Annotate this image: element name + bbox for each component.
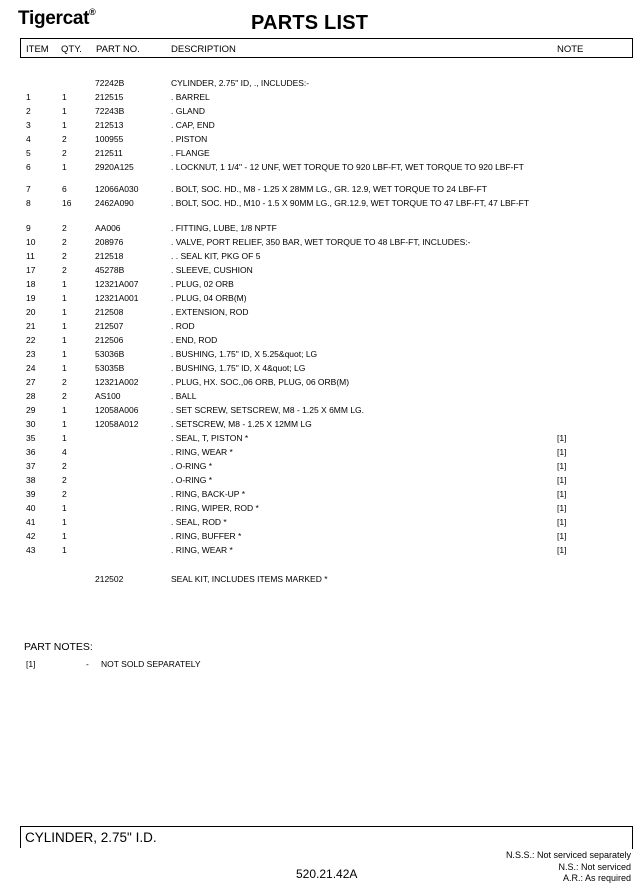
part-number-cell: 2920A125 — [95, 162, 134, 172]
item-cell: 28 — [26, 391, 36, 401]
part-number-cell: 212515 — [95, 92, 124, 102]
description-cell: . END, ROD — [171, 335, 218, 345]
qty-cell: 1 — [62, 531, 67, 541]
note-cell: [1] — [557, 531, 567, 541]
item-cell: 30 — [26, 419, 36, 429]
item-cell: 20 — [26, 307, 36, 317]
description-cell: . CAP, END — [171, 120, 215, 130]
item-cell: 41 — [26, 517, 36, 527]
item-cell: 9 — [26, 223, 31, 233]
qty-cell: 1 — [62, 545, 67, 555]
legend-nss: N.S.S.: Not serviced separately — [505, 850, 631, 860]
item-cell: 43 — [26, 545, 36, 555]
item-cell: 3 — [26, 120, 31, 130]
part-number-cell: 100955 — [95, 134, 124, 144]
service-legend — [506, 850, 631, 885]
part-notes-title: PART NOTES: — [24, 641, 93, 653]
description-cell: . O-RING * — [171, 461, 213, 471]
part-number-cell: 53036B — [95, 349, 125, 359]
description-cell: . SLEEVE, CUSHION — [171, 265, 253, 275]
note-cell: [1] — [557, 489, 567, 499]
description-cell: . BUSHING, 1.75" ID, X 4&quot; LG — [171, 363, 306, 373]
qty-cell: 1 — [62, 517, 67, 527]
item-cell: 7 — [26, 184, 31, 194]
qty-cell: 16 — [62, 198, 72, 208]
title-box-divider — [632, 827, 633, 849]
part-number-cell: 12058A012 — [95, 419, 139, 429]
item-cell: 39 — [26, 489, 36, 499]
legend-ns: N.S.: Not serviced — [558, 861, 631, 872]
document-number: 520.21.42A — [296, 867, 358, 881]
description-cell: . ROD — [171, 321, 195, 331]
qty-cell: 1 — [62, 321, 67, 331]
part-number-cell: 212513 — [95, 120, 124, 130]
description-cell: . PLUG, 02 ORB — [171, 279, 234, 289]
item-cell: 27 — [26, 377, 36, 387]
description-cell: . SETSCREW, M8 - 1.25 X 12MM LG — [171, 419, 312, 429]
description-cell: . EXTENSION, ROD — [171, 307, 249, 317]
part-number-cell: 12058A006 — [95, 405, 139, 415]
qty-cell: 1 — [62, 120, 67, 130]
item-cell: 4 — [26, 134, 31, 144]
description-cell: . SET SCREW, SETSCREW, M8 - 1.25 X 6MM LG. — [171, 405, 365, 415]
qty-cell: 1 — [62, 279, 67, 289]
item-cell: 29 — [26, 405, 36, 415]
qty-cell: 2 — [62, 134, 67, 144]
qty-cell: 2 — [62, 251, 67, 261]
item-cell: 11 — [26, 251, 35, 261]
item-cell: 17 — [26, 265, 36, 275]
note-cell: [1] — [557, 517, 567, 527]
qty-cell: 2 — [62, 391, 67, 401]
description-cell: . RING, WEAR * — [171, 447, 233, 457]
qty-cell: 2 — [62, 265, 67, 275]
part-number-cell: 53035B — [95, 363, 125, 373]
item-cell: 37 — [26, 461, 36, 471]
part-number-cell: 72243B — [95, 106, 125, 116]
note-cell: [1] — [557, 545, 567, 555]
note-cell: [1] — [557, 433, 567, 443]
item-cell: 18 — [26, 279, 36, 289]
description-cell: . FITTING, LUBE, 1/8 NPTF — [171, 223, 277, 233]
part-number-cell: 212508 — [95, 307, 124, 317]
note-cell: [1] — [557, 475, 567, 485]
item-cell: 1 — [26, 92, 31, 102]
part-number-cell: 2462A090 — [95, 198, 134, 208]
qty-cell: 2 — [62, 148, 67, 158]
qty-cell: 1 — [62, 349, 67, 359]
description-cell: SEAL KIT, INCLUDES ITEMS MARKED * — [171, 574, 328, 584]
part-note-ref: [1] — [26, 659, 36, 669]
part-number-cell: AA006 — [95, 223, 121, 233]
qty-cell: 4 — [62, 447, 67, 457]
column-header-note: NOTE — [557, 44, 584, 55]
column-header-description: DESCRIPTION — [171, 44, 236, 55]
page-title: PARTS LIST — [251, 12, 369, 34]
qty-cell: 2 — [62, 377, 67, 387]
note-cell: [1] — [557, 503, 567, 513]
qty-cell: 1 — [62, 433, 67, 443]
item-cell: 5 — [26, 148, 31, 158]
description-cell: CYLINDER, 2.75" ID, ., INCLUDES:- — [171, 78, 310, 88]
description-cell: . VALVE, PORT RELIEF, 350 BAR, WET TORQUE TO 48 LBF-FT, INCLUDES:- — [171, 237, 471, 247]
description-cell: . BOLT, SOC. HD., M10 - 1.5 X 90MM LG., GR.12.9, WET TORQUE TO 47 LBF-FT, 47 LBF-FT — [171, 198, 530, 208]
part-number-cell: 12321A002 — [95, 377, 139, 387]
qty-cell: 1 — [62, 405, 67, 415]
item-cell: 2 — [26, 106, 31, 116]
description-cell: . RING, BACK-UP * — [171, 489, 245, 499]
part-number-cell: 212518 — [95, 251, 124, 261]
item-cell: 22 — [26, 335, 36, 345]
qty-cell: 2 — [62, 223, 67, 233]
description-cell: . BUSHING, 1.75" ID, X 5.25&quot; LG — [171, 349, 318, 359]
description-cell: . PLUG, HX. SOC.,06 ORB, PLUG, 06 ORB(M) — [171, 377, 350, 387]
part-number-cell: 12066A030 — [95, 184, 139, 194]
part-number-cell: 12321A007 — [95, 279, 139, 289]
qty-cell: 1 — [62, 106, 67, 116]
description-cell: . PISTON — [171, 134, 208, 144]
description-cell: . SEAL, ROD * — [171, 517, 227, 527]
brand-name: Tigercat — [18, 8, 90, 29]
qty-cell: 1 — [62, 503, 67, 513]
item-cell: 8 — [26, 198, 31, 208]
note-cell: [1] — [557, 447, 567, 457]
description-cell: . LOCKNUT, 1 1/4" - 12 UNF, WET TORQUE TO 920 LBF-FT, WET TORQUE TO 920 LBF-FT — [171, 162, 524, 172]
part-number-cell: 72242B — [95, 78, 125, 88]
item-cell: 42 — [26, 531, 36, 541]
item-cell: 35 — [26, 433, 36, 443]
part-number-cell: 212506 — [95, 335, 124, 345]
description-cell: . BARREL — [171, 92, 210, 102]
part-number-cell: 12321A001 — [95, 293, 139, 303]
assembly-title-box — [20, 826, 633, 848]
qty-cell: 1 — [62, 162, 67, 172]
assembly-title: CYLINDER, 2.75" I.D. — [25, 830, 157, 845]
description-cell: . BALL — [171, 391, 197, 401]
part-note-dash: - — [86, 659, 89, 669]
qty-cell: 2 — [62, 237, 67, 247]
qty-cell: 1 — [62, 363, 67, 373]
column-header-qty: QTY. — [61, 44, 82, 55]
part-number-cell: 45278B — [95, 265, 125, 275]
description-cell: . BOLT, SOC. HD., M8 - 1.25 X 28MM LG., GR. 12.9, WET TORQUE TO 24 LBF-FT — [171, 184, 488, 194]
qty-cell: 1 — [62, 307, 67, 317]
description-cell: . GLAND — [171, 106, 206, 116]
part-note-text: NOT SOLD SEPARATELY — [101, 659, 201, 669]
qty-cell: 1 — [62, 92, 67, 102]
item-cell: 40 — [26, 503, 36, 513]
part-number-cell: 208976 — [95, 237, 124, 247]
description-cell: . PLUG, 04 ORB(M) — [171, 293, 247, 303]
brand-logo — [18, 8, 96, 30]
item-cell: 23 — [26, 349, 36, 359]
description-cell: . RING, BUFFER * — [171, 531, 242, 541]
description-cell: . O-RING * — [171, 475, 213, 485]
table-header — [20, 38, 633, 58]
item-cell: 19 — [26, 293, 36, 303]
qty-cell: 6 — [62, 184, 67, 194]
part-number-cell: AS100 — [95, 391, 121, 401]
qty-cell: 2 — [62, 475, 67, 485]
legend-ar: A.R.: As required — [562, 873, 631, 883]
column-header-item: ITEM — [26, 44, 49, 55]
item-cell: 36 — [26, 447, 36, 457]
item-cell: 21 — [26, 321, 36, 331]
qty-cell: 1 — [62, 419, 67, 429]
qty-cell: 2 — [62, 461, 67, 471]
description-cell: . RING, WIPER, ROD * — [171, 503, 259, 513]
registered-mark: ® — [89, 7, 96, 17]
part-number-cell: 212511 — [95, 148, 123, 158]
qty-cell: 1 — [62, 335, 67, 345]
item-cell: 24 — [26, 363, 36, 373]
qty-cell: 2 — [62, 489, 67, 499]
item-cell: 38 — [26, 475, 36, 485]
column-header-part-no: PART NO. — [96, 44, 140, 55]
part-number-cell: 212502 — [95, 574, 124, 584]
description-cell: . SEAL, T, PISTON * — [171, 433, 249, 443]
description-cell: . FLANGE — [171, 148, 210, 158]
item-cell: 10 — [26, 237, 36, 247]
note-cell: [1] — [557, 461, 567, 471]
description-cell: . RING, WEAR * — [171, 545, 233, 555]
item-cell: 6 — [26, 162, 31, 172]
description-cell: . . SEAL KIT, PKG OF 5 — [171, 251, 261, 261]
part-number-cell: 212507 — [95, 321, 124, 331]
qty-cell: 1 — [62, 293, 67, 303]
